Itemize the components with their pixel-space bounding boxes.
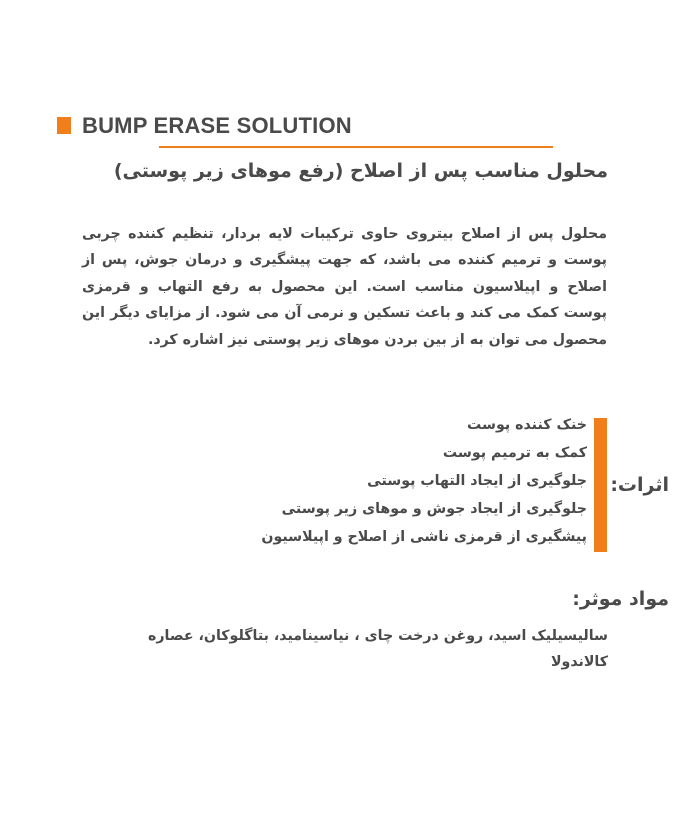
effects-list: [261, 411, 587, 551]
effect-item: جلوگیری از ایجاد التهاب پوستی: [367, 473, 587, 489]
effect-item: کمک به ترمیم پوست: [442, 445, 587, 461]
effect-item: پیشگیری از قرمزی ناشی از اصلاح و اپیلاسیون: [261, 529, 587, 545]
ingredients-label: مواد موثر:: [572, 588, 669, 610]
effect-item: جلوگیری از ایجاد جوش و موهای زیر پوستی: [281, 501, 587, 517]
product-subtitle: محلول مناسب پس از اصلاح (رفع موهای زیر پوستی): [113, 160, 608, 182]
effect-item: خنک کننده پوست: [466, 417, 587, 433]
product-title: BUMP ERASE SOLUTION: [82, 113, 352, 138]
ingredients-text: سالیسیلیک اسید، روغن درخت چای ، نیاسینامید، بتاگلوکان، عصاره کالاندولا: [148, 628, 608, 670]
title-underline: [159, 146, 553, 148]
effects-accent-bar: [594, 418, 607, 552]
product-description: محلول پس از اصلاح بیتروی حاوی ترکیبات لایه بردار، تنظیم کننده چربی پوست و ترمیم کننده می باشد، که جهت پیشگیری و درمان جوش، پس از اصلاح و اپیلاسیون مناسب است. این محصول به رفع التهاب و قرمزی پوست کمک می کند و باعث تسکین و نرمی آن می شود. از مزایای دیگر این محصول می توان به از بین بردن موهای زیر پوستی نیز اشاره کرد.: [82, 226, 607, 348]
title-accent-square: [57, 117, 71, 134]
effects-label: اثرات:: [610, 474, 669, 496]
